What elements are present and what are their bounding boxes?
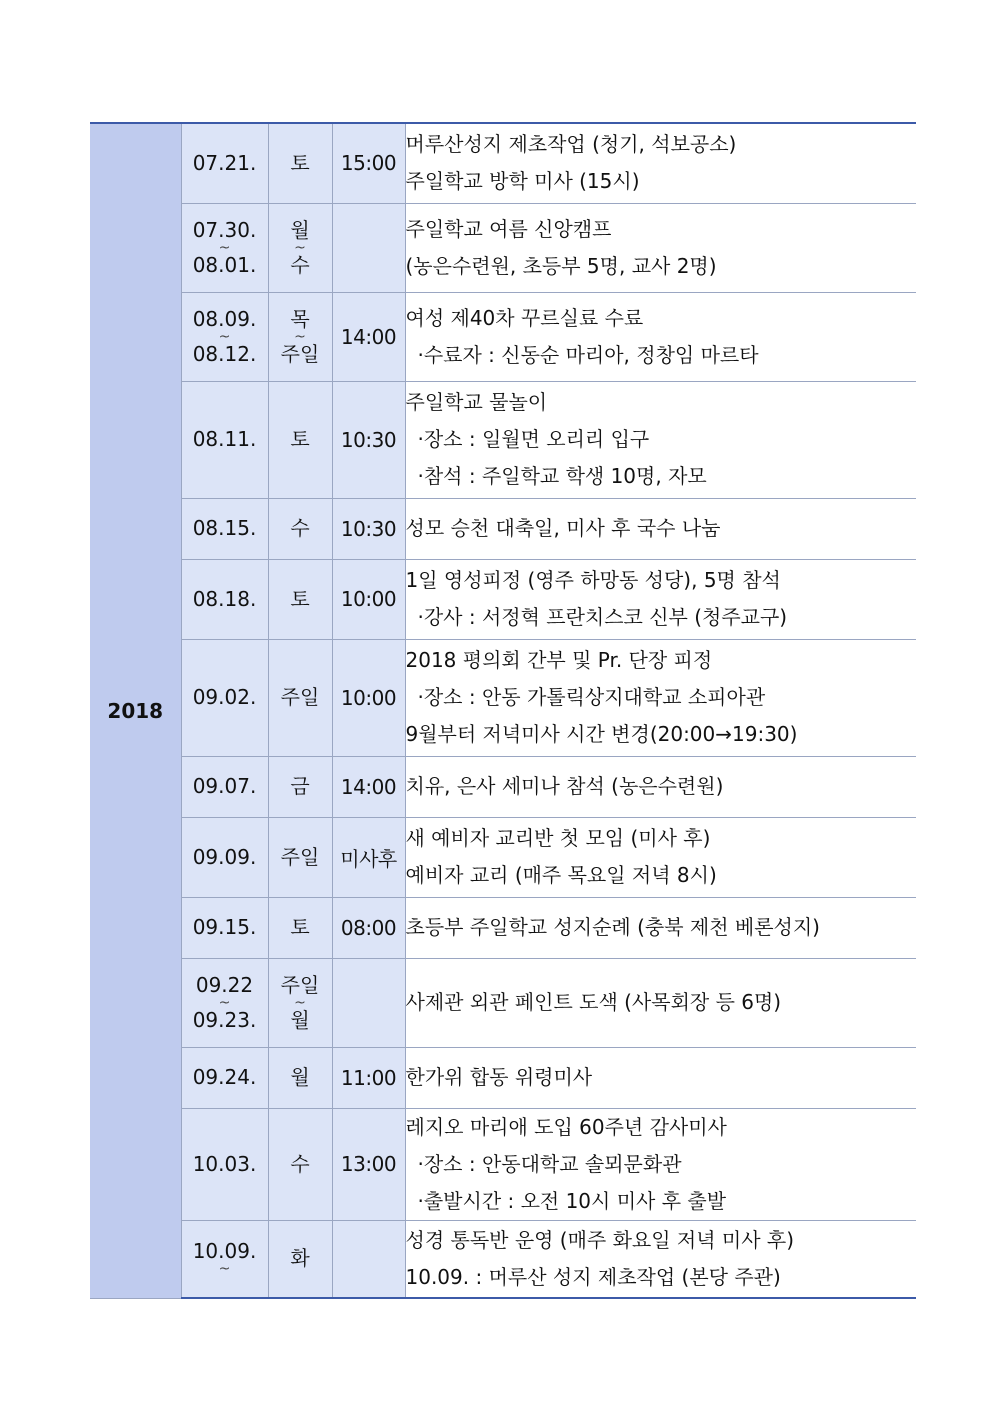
description-cell (405, 1108, 916, 1220)
description-line: 예비자 교리 (매주 목요일 저녁 8시) (405, 863, 717, 887)
time-cell (332, 958, 405, 1047)
description-cell (405, 559, 916, 639)
date-cell (181, 817, 268, 897)
day-cell-from: 주일 (280, 685, 320, 709)
description-cell (405, 123, 916, 203)
date-cell (181, 203, 268, 292)
time-cell: 10:30 (332, 498, 405, 559)
day-cell-from: 주일 (280, 972, 320, 997)
table-row (90, 381, 916, 498)
day-cell (268, 203, 332, 292)
description-cell (405, 292, 916, 381)
day-cell (268, 123, 332, 203)
day-cell-range-tilde: ~ (294, 994, 306, 1011)
description-line: ·출발시간 : 오전 10시 미사 후 출발 (417, 1188, 727, 1213)
day-cell (268, 559, 332, 639)
date-cell (181, 498, 268, 559)
schedule-table (90, 122, 916, 1299)
time-cell (332, 203, 405, 292)
date-cell-range-tilde: ~ (218, 239, 231, 256)
time-cell: 14:00 (332, 756, 405, 817)
description-cell (405, 897, 916, 958)
time-cell: 13:00 (332, 1108, 405, 1220)
day-cell-to: 월 (290, 1007, 310, 1032)
table-row (90, 897, 916, 958)
time-cell: 미사후 (332, 817, 405, 897)
time-cell: 08:00 (332, 897, 405, 958)
date-cell-from: 09.07. (192, 774, 257, 798)
date-cell-from: 08.09. (192, 306, 257, 331)
table-row (90, 1220, 916, 1298)
day-cell-range-tilde: ~ (294, 328, 306, 345)
date-cell (181, 123, 268, 203)
description-line: 한가위 합동 위령미사 (405, 1065, 593, 1089)
table-row (90, 203, 916, 292)
date-cell-to: 08.01. (192, 252, 257, 277)
description-cell (405, 203, 916, 292)
day-cell (268, 292, 332, 381)
time-cell: 15:00 (332, 123, 405, 203)
table-row (90, 123, 916, 203)
day-cell (268, 1108, 332, 1220)
description-line: ·장소 : 일월면 오리리 입구 (417, 427, 650, 451)
description-cell (405, 639, 916, 756)
date-cell (181, 958, 268, 1047)
description-line: 레지오 마리애 도입 60주년 감사미사 (405, 1114, 727, 1139)
date-cell-from: 09.22 (195, 972, 254, 997)
day-cell-from: 수 (290, 1151, 310, 1176)
day-cell-from: 목 (290, 306, 310, 331)
date-cell-to: 09.23. (192, 1007, 257, 1032)
date-cell-from: 09.15. (192, 915, 257, 939)
date-cell-range-tilde: ~ (218, 328, 231, 345)
description-cell (405, 381, 916, 498)
date-cell-range-tilde: ~ (218, 1261, 231, 1278)
day-cell-from: 수 (290, 516, 310, 540)
description-line: 2018 평의회 간부 및 Pr. 단장 피정 (405, 648, 713, 672)
description-line: 치유, 은사 세미나 참석 (농은수련원) (405, 774, 724, 798)
table-row (90, 1047, 916, 1108)
description-line: 초등부 주일학교 성지순례 (충북 제천 베론성지) (405, 915, 820, 939)
date-cell-from: 10.03. (192, 1151, 257, 1176)
description-line: 성경 통독반 운영 (매주 화요일 저녁 미사 후) (405, 1227, 795, 1252)
description-line: ·참석 : 주일학교 학생 10명, 자모 (417, 464, 707, 488)
day-cell-to: 수 (290, 252, 310, 277)
day-cell-from: 토 (290, 427, 310, 451)
day-cell-from: 토 (290, 586, 310, 611)
day-cell-from: 화 (290, 1246, 310, 1271)
description-line: ·장소 : 안동 가톨릭상지대학교 소피아관 (417, 685, 766, 709)
day-cell (268, 1047, 332, 1108)
date-cell-to: 08.12. (192, 341, 257, 366)
description-line: 주일학교 방학 미사 (15시) (405, 169, 640, 194)
day-cell-from: 토 (290, 150, 310, 175)
table-row (90, 639, 916, 756)
day-cell-from: 주일 (280, 844, 320, 869)
time-cell (332, 1220, 405, 1298)
time-cell: 11:00 (332, 1047, 405, 1108)
table-row (90, 817, 916, 897)
description-line: 여성 제40차 꾸르실료 수료 (405, 305, 644, 330)
description-line: 9월부터 저녁미사 시간 변경(20:00→19:30) (405, 722, 798, 746)
description-line: 주일학교 물놀이 (405, 390, 548, 414)
day-cell (268, 498, 332, 559)
description-line: 1일 영성피정 (영주 하망동 성당), 5명 참석 (405, 568, 781, 592)
table-row (90, 498, 916, 559)
day-cell (268, 817, 332, 897)
description-cell (405, 817, 916, 897)
table-row (90, 756, 916, 817)
time-cell: 10:00 (332, 559, 405, 639)
description-cell (405, 958, 916, 1047)
time-cell: 14:00 (332, 292, 405, 381)
date-cell (181, 381, 268, 498)
day-cell-from: 금 (290, 774, 310, 798)
table-row (90, 559, 916, 639)
description-cell (405, 1220, 916, 1298)
date-cell-from: 08.11. (192, 427, 257, 451)
date-cell-range-tilde: ~ (218, 994, 231, 1011)
date-cell-from: 09.24. (192, 1065, 257, 1089)
time-cell: 10:30 (332, 381, 405, 498)
year-cell: 2018 (90, 123, 181, 1298)
date-cell-from: 08.18. (192, 586, 257, 611)
date-cell (181, 1108, 268, 1220)
description-line: ·수료자 : 신동순 마리아, 정창임 마르타 (417, 342, 759, 367)
description-line: (농은수련원, 초등부 5명, 교사 2명) (405, 253, 717, 278)
date-cell (181, 292, 268, 381)
day-cell (268, 1220, 332, 1298)
day-cell-from: 토 (290, 915, 310, 939)
date-cell (181, 1220, 268, 1298)
table-row (90, 292, 916, 381)
time-cell: 10:00 (332, 639, 405, 756)
day-cell (268, 756, 332, 817)
day-cell (268, 897, 332, 958)
table-row (90, 958, 916, 1047)
date-cell-from: 09.09. (192, 844, 257, 869)
date-cell (181, 559, 268, 639)
day-cell-range-tilde: ~ (294, 239, 306, 256)
date-cell (181, 1047, 268, 1108)
day-cell (268, 381, 332, 498)
description-cell (405, 756, 916, 817)
description-line: 사제관 외관 페인트 도색 (사목회장 등 6명) (405, 990, 782, 1014)
date-cell-from: 08.15. (192, 516, 257, 540)
day-cell (268, 958, 332, 1047)
date-cell (181, 639, 268, 756)
description-line: 머루산성지 제초작업 (청기, 석보공소) (405, 132, 737, 157)
description-line: 주일학교 여름 신앙캠프 (405, 216, 612, 241)
date-cell (181, 897, 268, 958)
description-line: 10.09. : 머루산 성지 제초작업 (본당 주관) (405, 1264, 781, 1289)
day-cell-from: 월 (290, 217, 310, 242)
description-cell (405, 1047, 916, 1108)
date-cell-from: 09.02. (192, 685, 257, 709)
date-cell-from: 10.09. (192, 1239, 257, 1264)
description-line: ·장소 : 안동대학교 솔뫼문화관 (417, 1151, 682, 1176)
description-line: 성모 승천 대축일, 미사 후 국수 나눔 (405, 516, 721, 540)
date-cell (181, 756, 268, 817)
description-line: ·강사 : 서정혁 프란치스코 신부 (청주교구) (417, 605, 788, 629)
description-line: 새 예비자 교리반 첫 모임 (미사 후) (405, 826, 711, 850)
day-cell-to: 주일 (280, 341, 320, 366)
table-row (90, 1108, 916, 1220)
description-cell (405, 498, 916, 559)
day-cell (268, 639, 332, 756)
schedule-rows (90, 123, 916, 1298)
date-cell-from: 07.21. (192, 150, 257, 175)
day-cell-from: 월 (290, 1065, 310, 1089)
date-cell-from: 07.30. (192, 217, 257, 242)
